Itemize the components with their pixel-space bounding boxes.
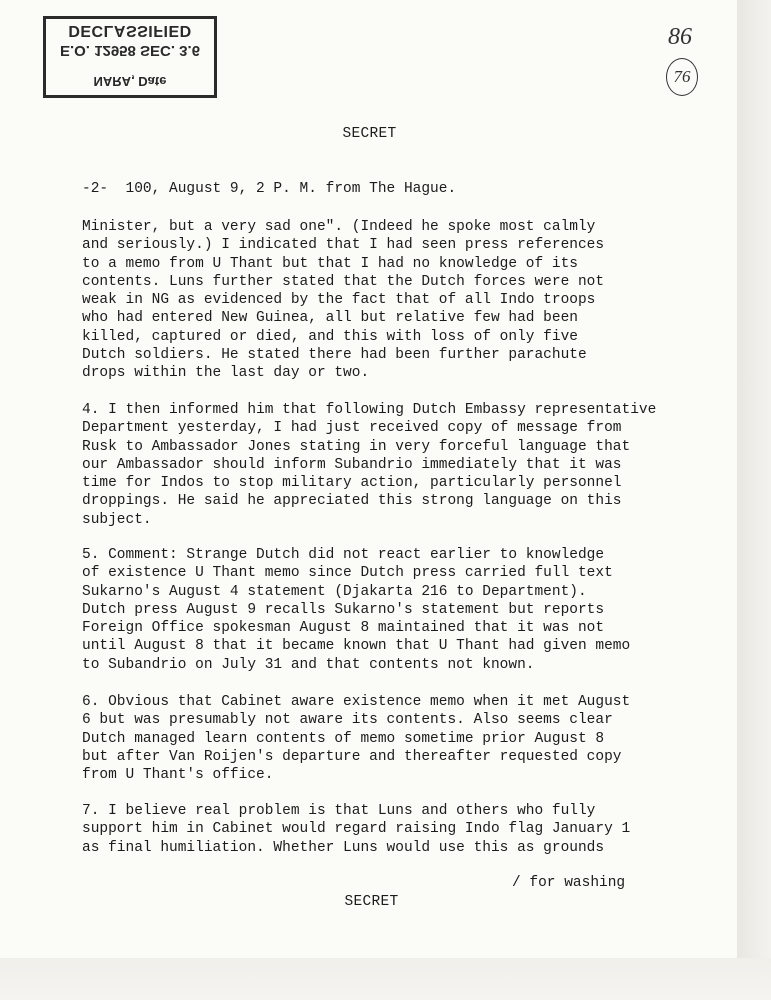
paragraph-7: 7. I believe real problem is that Luns and others who fully support him in Cabinet would regard raising Indo flag January 1 as final humiliation. Whether Luns would use this as grounds	[82, 803, 631, 856]
handwritten-page-number: 86	[668, 24, 692, 50]
page-right-edge	[737, 0, 771, 1000]
declassified-stamp	[43, 16, 217, 98]
paragraph-6: 6. Obvious that Cabinet aware existence memo when it met August 6 but was presumably not aware its contents. Also seems clear Dutch managed learn contents of memo sometime prior August 8 but after Van Roijen's departure and thereafter requested copy from U Thant's office.	[82, 694, 631, 784]
paragraph-5: 5. Comment: Strange Dutch did not react earlier to knowledge of existence U Thant memo since Dutch press carried full text Sukarno's August 4 statement (Djakarta 216 to Department). Dutch press August 9 recalls Sukarno's statement but reports Foreign Office spokesman August 8 maintained that it was not until August 8 that it became known that U Thant had given memo to Subandrio on July 31 and that contents not known.	[82, 547, 631, 673]
classification-bottom: SECRET	[344, 894, 399, 910]
continuation-catchword: / for washing	[512, 875, 626, 891]
stamp-line-nara: NARA, Date	[93, 74, 167, 89]
header-line: -2- 100, August 9, 2 P. M. from The Hague.	[82, 181, 457, 197]
classification-top: SECRET	[342, 126, 397, 142]
page-bottom-edge	[0, 958, 771, 1000]
paragraph-4: 4. I then informed him that following Dutch Embassy representative Department yesterday, I had just received copy of message from Rusk to Ambassador Jones stating in very forceful language that our Ambassador should inform Subandrio immediately that it was time for Indos to stop military action, particularly personnel droppings. He said he appreciated this strong language on this subject.	[82, 402, 657, 528]
paragraph-continuation: Minister, but a very sad one". (Indeed he spoke most calmly and seriously.) I indicated that I had seen press references to a memo from U Thant but that I had no knowledge of its contents. Luns further stated that the Dutch forces were not weak in NG as evidenced by the fact that of all Indo troops who had entered New Guinea, all but relative few had been killed, captured or died, and this with loss of only five Dutch soldiers. He stated there had been further parachute drops within the last day or two.	[82, 219, 605, 382]
stamp-line-declassified: DECLASSIFIED	[68, 22, 192, 39]
stamp-line-eo: E.O. 12958 SEC. 3.6	[59, 42, 201, 59]
circled-page-number: 76	[666, 58, 698, 96]
